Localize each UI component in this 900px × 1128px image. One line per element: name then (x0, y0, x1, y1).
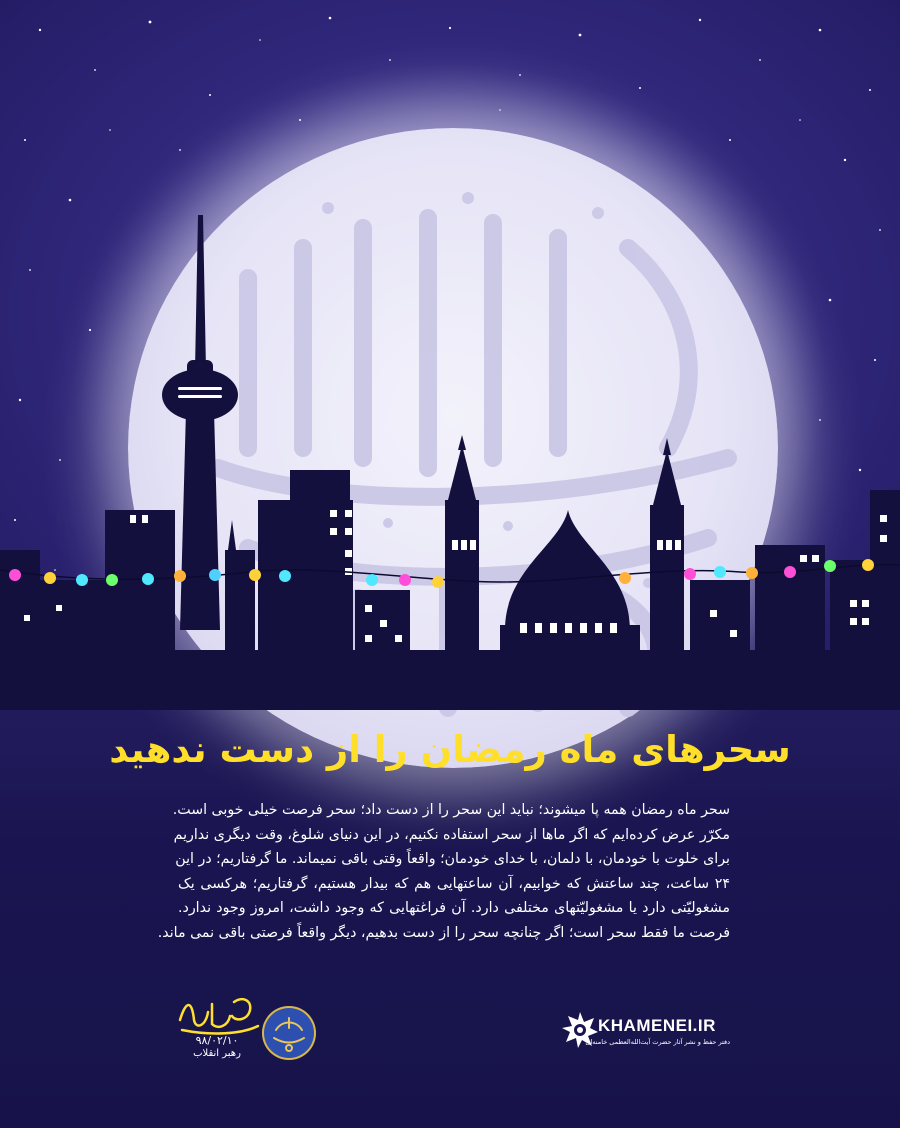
signature-date: ۹۸/۰۲/۱۰ (195, 1034, 239, 1047)
quote-line: برای خلوت با خودمان، با دلمان، با خدای خودمان؛ واقعاً وقتی باقی نمیماند. ما گرفتاریم؛ در این (175, 851, 730, 868)
poster-title: سحرهای ماه رمضان را از دست ندهید (109, 728, 791, 771)
city-skyline (0, 210, 900, 710)
brand-subtitle: دفتر حفظ و نشر آثار حضرت آیت‌الله‌العظمی خامنه‌ای (585, 1038, 730, 1046)
quote-line: سحر ماه رمضان همه پا میشوند؛ نباید این سحر را از دست داد؛ سحر فرصت خیلی خوبی است. (172, 802, 730, 818)
signature-role: رهبر انقلاب (193, 1048, 241, 1059)
signature-icon (172, 990, 262, 1036)
quote-line: ۲۴ ساعت، چند ساعتش که خوابیم، آن ساعتهایی هم که بیدار هستیم، گرفتاریم؛ هرکسی یک (178, 875, 730, 892)
brand-name: KHAMENEI.IR (598, 1016, 716, 1035)
quote-line: مشغولیّتی دارد یا مشغولیّتهای مختلفی دارد. آن فراغتهایی که وجود داشت، امروز وجود ندارد. (178, 900, 730, 917)
quote-line: فرصت ما فقط سحر است؛ اگر چنانچه سحر را از دست بدهیم، دیگر واقعاً فرصتی باقی نمی ماند. (157, 924, 730, 941)
quote-text (157, 798, 730, 946)
seal-icon (262, 1006, 316, 1060)
signature-block (172, 990, 262, 1070)
quote-line: مکرّر عرض کرده‌ایم که اگر ماها از سحر استفاده نکنیم، در این دنیای شلوغ، وقت دیگری نداریم (173, 826, 730, 843)
brand (560, 1010, 730, 1054)
